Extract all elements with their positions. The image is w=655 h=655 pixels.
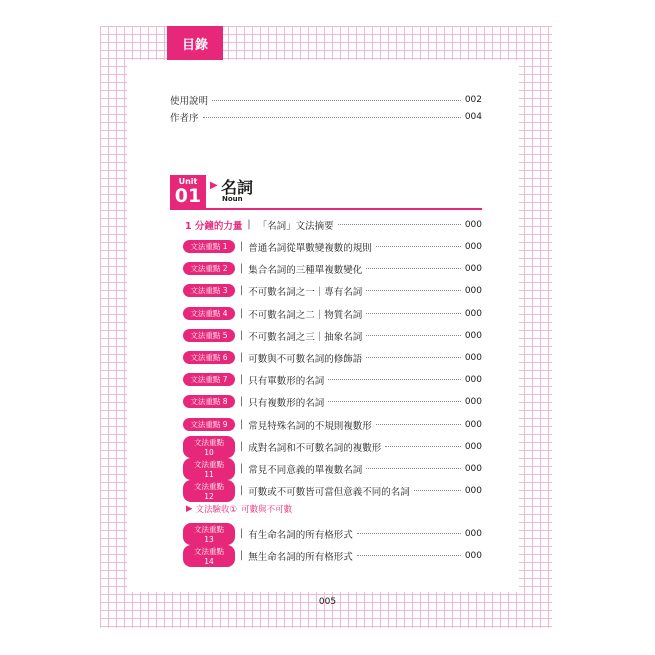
toc-entry-title: 普通名詞從單數變複數的規則 [248, 242, 372, 254]
dot-leader [366, 313, 461, 314]
toc-entry-grammar-point[interactable] [170, 394, 482, 409]
toc-entry-page: 004 [464, 112, 482, 122]
separator: | [240, 485, 244, 496]
dot-leader [376, 424, 461, 425]
toc-entry-grammar-point[interactable] [170, 481, 482, 501]
toc-entry-check[interactable] [186, 503, 292, 515]
grammar-point-badge: 文法重點 3 [183, 284, 235, 297]
toc-entry-grammar-point[interactable] [170, 239, 482, 254]
separator: | [240, 263, 244, 274]
toc-entry-title: 成對名詞和不可數名詞的複數形 [248, 442, 382, 454]
grammar-point-badge: 文法重點 14 [183, 545, 235, 567]
toc-entry-page: 000 [464, 241, 482, 252]
toc-entry-page: 000 [464, 528, 482, 539]
toc-entry-title: 有生命名詞的所有格形式 [248, 529, 353, 541]
toc-entry-page: 000 [464, 352, 482, 363]
page-number: 005 [318, 597, 337, 607]
toc-entry-page: 000 [464, 308, 482, 319]
separator: | [240, 308, 244, 319]
toc-entry-page: 000 [464, 463, 482, 474]
toc-entry-title: 不可數名詞之一｜專有名詞 [248, 286, 363, 298]
dot-leader [366, 268, 461, 269]
unit-subtitle: Noun [222, 195, 243, 203]
toc-entry-title: 不可數名詞之三｜抽象名詞 [248, 331, 363, 343]
separator: | [240, 352, 244, 363]
grammar-point-badge: 文法重點 13 [183, 523, 235, 545]
toc-entry-grammar-point[interactable] [170, 372, 482, 387]
separator: | [247, 219, 251, 230]
toc-entry-title: 使用說明 [170, 96, 209, 107]
check-label: 文法驗收① [195, 505, 238, 515]
toc-entry-title: 無生命名詞的所有格形式 [248, 551, 353, 563]
unit-title: 名詞 [221, 178, 254, 197]
toc-entry-preface[interactable] [170, 110, 482, 124]
separator: | [240, 550, 244, 561]
toc-entry-page: 000 [464, 374, 482, 385]
toc-entry-grammar-point[interactable] [170, 328, 482, 343]
toc-entry-grammar-point[interactable] [170, 417, 482, 432]
grammar-point-badge: 文法重點 4 [183, 307, 235, 320]
dot-leader [212, 100, 461, 101]
toc-entry-title: 常見特殊名詞的不規則複數形 [248, 420, 372, 432]
toc-entry-page: 000 [464, 285, 482, 296]
check-title: 可數與不可數 [241, 505, 293, 515]
dot-leader [203, 117, 461, 118]
dot-leader [376, 246, 461, 247]
separator: | [240, 441, 244, 452]
toc-entry-grammar-point[interactable] [170, 546, 482, 566]
grammar-point-badge: 文法重點 10 [183, 436, 235, 458]
toc-entry-grammar-point[interactable] [170, 437, 482, 457]
separator: | [240, 285, 244, 296]
toc-entry-page: 000 [464, 550, 482, 561]
dot-leader [414, 490, 461, 491]
grammar-point-badge: 文法重點 9 [183, 418, 235, 431]
toc-entry-title: 只有複數形的名詞 [248, 397, 325, 409]
summary-label: 1 分鐘的力量 [185, 220, 243, 232]
grammar-point-badge: 文法重點 11 [183, 458, 235, 480]
contents-tab [167, 26, 223, 60]
grammar-point-badge: 文法重點 6 [183, 351, 235, 364]
separator: | [240, 419, 244, 430]
toc-entry-title: 作者序 [170, 113, 199, 124]
dot-leader [366, 290, 461, 291]
toc-entry-title: 可數或不可數皆可當但意義不同的名詞 [248, 486, 410, 498]
dot-leader [357, 555, 461, 556]
dot-leader [366, 357, 461, 358]
triangle-right-icon: ▶ [210, 180, 218, 191]
grammar-point-badge: 文法重點 12 [183, 480, 235, 502]
dot-leader [338, 224, 461, 225]
separator: | [240, 330, 244, 341]
unit-number: 01 [174, 185, 202, 207]
toc-entry-page: 000 [464, 485, 482, 496]
dot-leader [366, 335, 461, 336]
toc-entry-title: 可數與不可數名詞的修飾語 [248, 353, 363, 365]
toc-entry-grammar-point[interactable] [170, 524, 482, 544]
separator: | [240, 374, 244, 385]
dot-leader [385, 446, 461, 447]
separator: | [240, 241, 244, 252]
dot-leader [366, 468, 461, 469]
separator: | [240, 463, 244, 474]
toc-entry-title: 集合名詞的三種單複數變化 [248, 264, 363, 276]
grammar-point-badge: 文法重點 1 [183, 240, 235, 253]
toc-entry-page: 002 [464, 95, 482, 105]
dot-leader [328, 401, 461, 402]
toc-entry-grammar-point[interactable] [170, 350, 482, 365]
separator: | [240, 528, 244, 539]
toc-entry-grammar-point[interactable] [170, 459, 482, 479]
toc-entry-page: 000 [464, 419, 482, 430]
unit-badge [170, 175, 206, 208]
toc-entry-title: 只有單數形的名詞 [248, 375, 325, 387]
separator: | [240, 396, 244, 407]
grammar-point-badge: 文法重點 2 [183, 262, 235, 275]
unit-label: Unit [178, 177, 198, 186]
toc-entry-page: 000 [464, 396, 482, 407]
dot-leader [357, 533, 461, 534]
toc-entry-page: 000 [464, 441, 482, 452]
contents-title: 目錄 [181, 37, 208, 53]
grammar-point-badge: 文法重點 5 [183, 329, 235, 342]
toc-entry-page: 000 [464, 330, 482, 341]
triangle-right-icon: ▶ [186, 504, 193, 514]
dot-leader [328, 379, 461, 380]
toc-entry-title: 不可數名詞之二｜物質名詞 [248, 309, 363, 321]
toc-entry-grammar-point[interactable] [170, 306, 482, 321]
toc-entry-title: 常見不同意義的單複數名詞 [248, 464, 363, 476]
toc-entry-summary[interactable] [170, 217, 482, 232]
unit-divider [170, 208, 482, 210]
toc-entry-grammar-point[interactable] [170, 283, 482, 298]
summary-title: 「名詞」文法摘要 [257, 220, 334, 232]
toc-entry-usage[interactable] [170, 93, 482, 107]
toc-entry-page: 000 [464, 219, 482, 230]
toc-entry-grammar-point[interactable] [170, 261, 482, 276]
toc-entry-page: 000 [464, 263, 482, 274]
grammar-point-badge: 文法重點 7 [183, 373, 235, 386]
grammar-point-badge: 文法重點 8 [183, 395, 235, 408]
